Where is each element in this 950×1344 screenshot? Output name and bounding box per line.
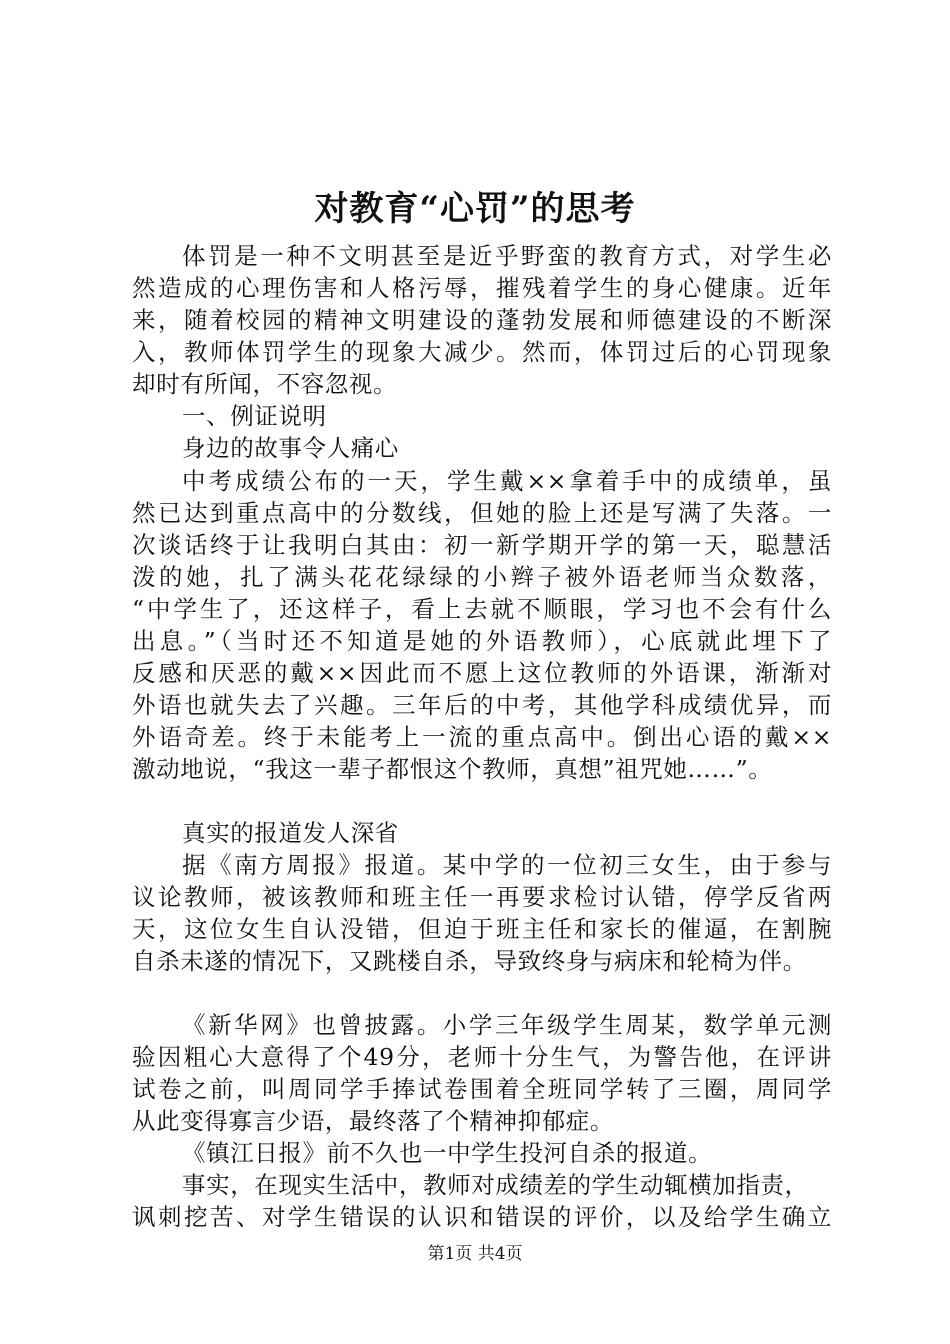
paragraph-line: 入，教师体罚学生的现象大减少。然而，体罚过后的心罚现象 [132, 338, 832, 366]
paragraph-line: 却时有所闻，不容忽视。 [132, 370, 398, 398]
paragraph-line: 议论教师，被该教师和班主任一再要求检讨认错，停学反省两 [132, 883, 832, 911]
paragraph-line: 体罚是一种不文明甚至是近乎野蛮的教育方式，对学生必 [182, 242, 832, 270]
paragraph-line: 出息。”（当时还不知道是她的外语教师），心底就此埋下了 [132, 627, 832, 655]
paragraph-line: 试卷之前，叫周同学手捧试卷围着全班同学转了三圈，周同学 [132, 1075, 832, 1103]
paragraph-line: “中学生了，还这样子，看上去就不顺眼，学习也不会有什么 [132, 595, 832, 623]
paragraph-line: 天，这位女生自认没错，但迫于班主任和家长的催逼，在割腕 [132, 915, 832, 943]
paragraph-line: 激动地说，“我这一辈子都恨这个教师，真想”祖咒她……”。 [132, 755, 773, 783]
subsection-heading: 身边的故事令人痛心 [182, 434, 399, 462]
subsection-heading: 真实的报道发人深省 [182, 819, 399, 847]
page-footer: 第1页 共4页 [427, 1244, 523, 1264]
paragraph-line: 据《南方周报》报道。某中学的一位初三女生，由于参与 [182, 851, 832, 879]
paragraph-line: 讽刺挖苦、对学生错误的认识和错误的评价，以及给学生确立 [132, 1203, 832, 1231]
paragraph-line: 验因粗心大意得了个49分，老师十分生气，为警告他，在评讲 [132, 1043, 832, 1071]
paragraph-line: 《新华网》也曾披露。小学三年级学生周某，数学单元测 [182, 1011, 832, 1039]
paragraph-line: 自杀未遂的情况下，又跳楼自杀，导致终身与病床和轮椅为伴。 [132, 947, 807, 975]
paragraph-line: 泼的她，扎了满头花花绿绿的小辫子被外语老师当众数落， [132, 563, 832, 591]
paragraph-line: 事实，在现实生活中，教师对成绩差的学生动辄横加指责， [182, 1171, 809, 1199]
paragraph-line: 反感和厌恶的戴××因此而不愿上这位教师的外语课，渐渐对 [132, 659, 832, 687]
paragraph-line: 外语奇差。终于未能考上一流的重点高中。倒出心语的戴×× [132, 723, 832, 751]
section-heading: 一、例证说明 [182, 402, 327, 430]
paragraph-line: 中考成绩公布的一天，学生戴××拿着手中的成绩单，虽 [182, 467, 832, 495]
document-title: 对教育“心罚”的思考 [314, 189, 636, 229]
paragraph-line: 然造成的心理伤害和人格污辱，摧残着学生的身心健康。近年 [132, 274, 832, 302]
paragraph-line: 来，随着校园的精神文明建设的蓬勃发展和师德建设的不断深 [132, 306, 832, 334]
paragraph-line: 外语也就失去了兴趣。三年后的中考，其他学科成绩优异，而 [132, 691, 832, 719]
paragraph-line: 从此变得寡言少语，最终落了个精神抑郁症。 [132, 1107, 614, 1135]
paragraph-line: 《镇江日报》前不久也一中学生投河自杀的报道。 [182, 1139, 713, 1167]
paragraph-line: 次谈话终于让我明白其由：初一新学期开学的第一天，聪慧活 [132, 531, 832, 559]
paragraph-line: 然已达到重点高中的分数线，但她的脸上还是写满了失落。一 [132, 499, 832, 527]
